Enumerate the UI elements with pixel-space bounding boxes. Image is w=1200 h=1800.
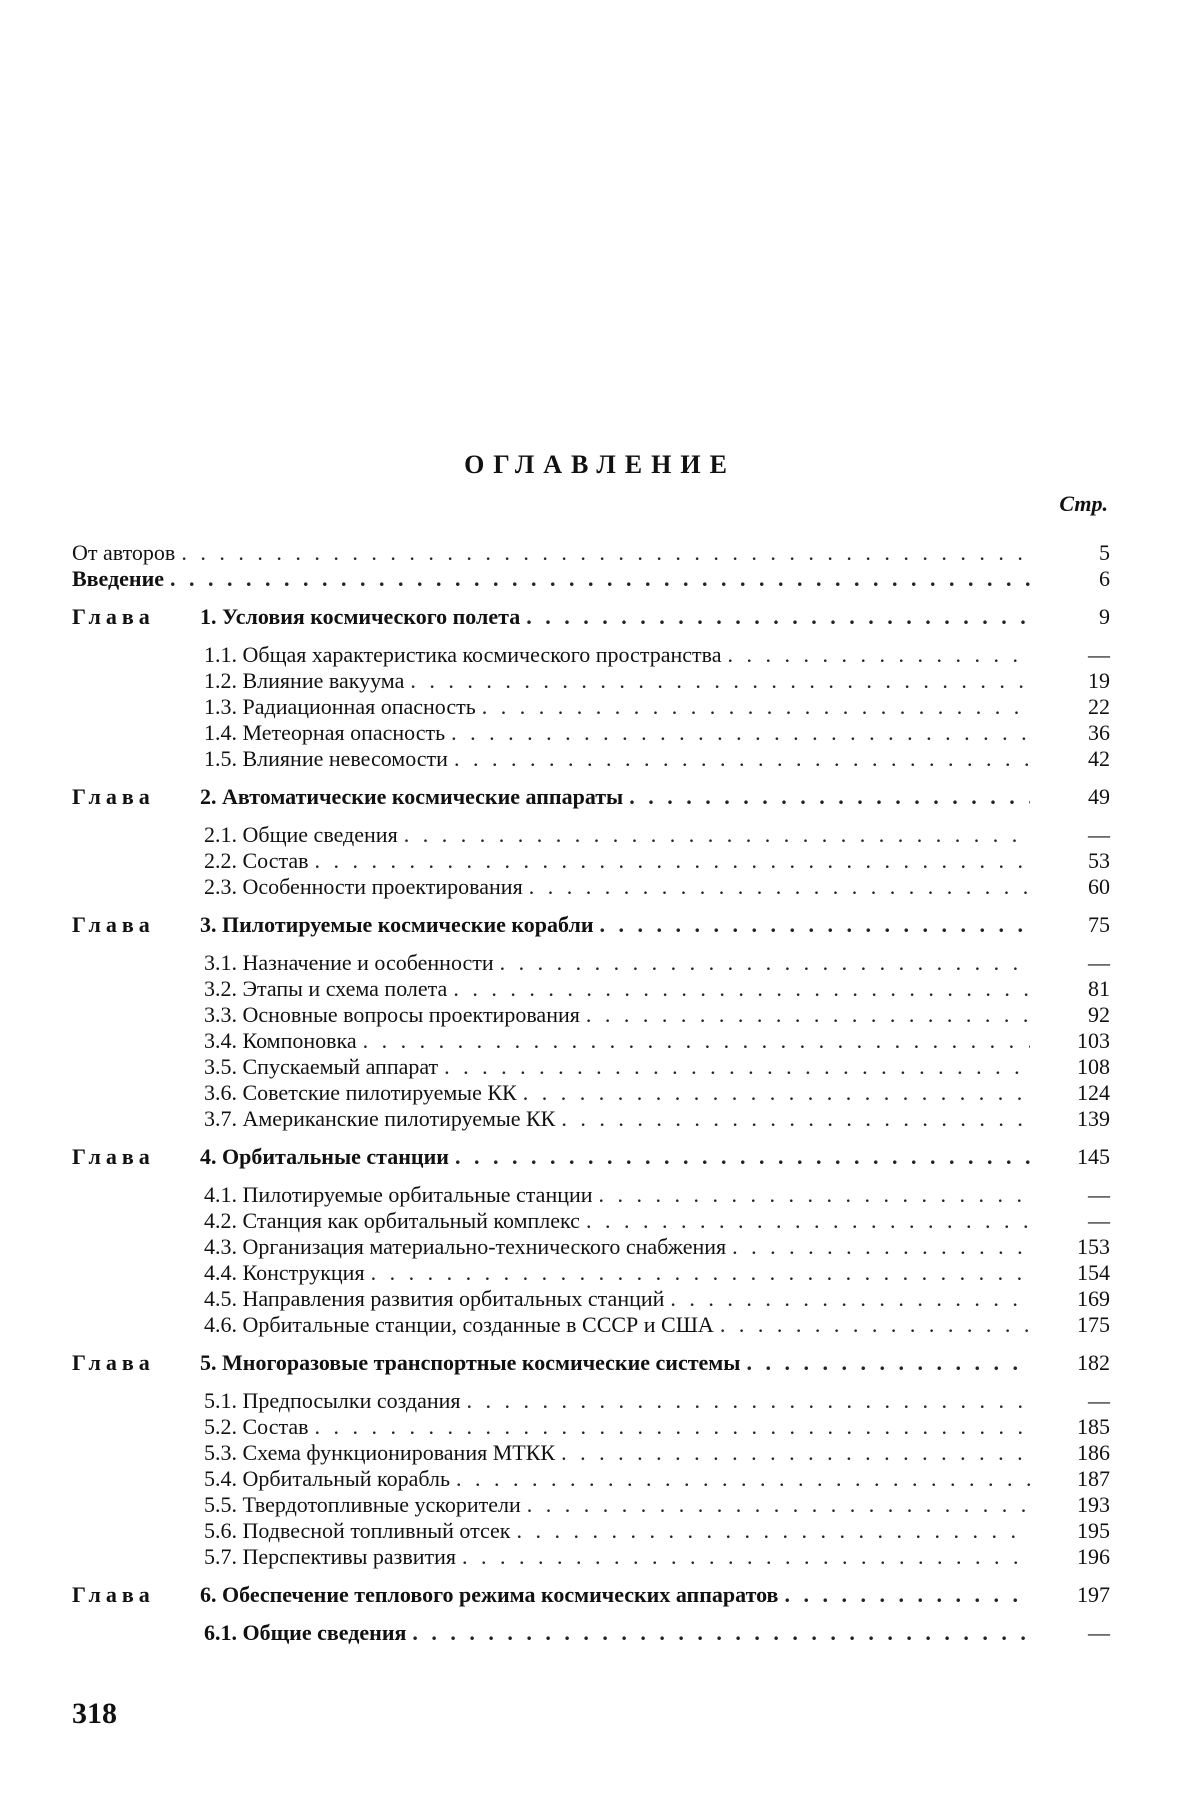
chapter-prefix: Глава bbox=[72, 784, 155, 809]
entry-page-number: — bbox=[1088, 822, 1110, 847]
dot-leader bbox=[784, 1582, 1030, 1608]
entry-title: 2.1. Общие сведения bbox=[204, 822, 398, 847]
dot-leader bbox=[561, 1440, 1030, 1466]
dot-leader bbox=[181, 540, 1030, 566]
entry-page-number: 185 bbox=[1077, 1414, 1110, 1439]
entry-page-number: — bbox=[1088, 950, 1110, 975]
entry-text bbox=[204, 1544, 1030, 1570]
dot-leader bbox=[462, 1544, 1030, 1570]
dot-leader bbox=[315, 848, 1030, 874]
entry-page-number: 19 bbox=[1088, 668, 1110, 693]
entry-title: 4.3. Организация материально-технического снабжения bbox=[204, 1234, 727, 1259]
dot-leader bbox=[529, 874, 1030, 900]
dot-leader bbox=[586, 1208, 1030, 1234]
entry-page-number: 9 bbox=[1099, 604, 1110, 629]
entry-page-number: 124 bbox=[1077, 1080, 1110, 1105]
dot-leader bbox=[371, 1260, 1030, 1286]
toc-section-entry[interactable] bbox=[72, 1312, 1110, 1338]
entry-page-number: 49 bbox=[1088, 784, 1110, 809]
dot-leader bbox=[561, 1106, 1030, 1132]
chapter-prefix: Глава bbox=[72, 1350, 155, 1375]
entry-title: 5.6. Подвесной топливный отсек bbox=[204, 1518, 511, 1543]
entry-text bbox=[204, 1388, 1030, 1414]
toc-section-entry[interactable] bbox=[72, 668, 1110, 694]
entry-title: 3.4. Компоновка bbox=[204, 1028, 357, 1053]
toc-section-entry[interactable] bbox=[72, 1234, 1110, 1260]
entry-text bbox=[204, 1028, 1030, 1054]
dot-leader bbox=[444, 1054, 1030, 1080]
entry-text bbox=[204, 642, 1030, 668]
toc-section-entry[interactable] bbox=[72, 1208, 1110, 1234]
entry-title: Введение bbox=[72, 566, 165, 591]
entry-text bbox=[204, 1260, 1030, 1286]
dot-leader bbox=[451, 720, 1030, 746]
entry-page-number: 92 bbox=[1088, 1002, 1110, 1027]
toc-section-entry[interactable] bbox=[72, 1620, 1110, 1646]
entry-title: 2. Автоматические космические аппараты bbox=[200, 784, 624, 809]
entry-page-number: 139 bbox=[1077, 1106, 1110, 1131]
entry-title: 5.4. Орбитальный корабль bbox=[204, 1466, 451, 1491]
entry-text bbox=[204, 1466, 1030, 1492]
dot-leader bbox=[527, 1492, 1030, 1518]
toc-chapter-entry[interactable] bbox=[72, 1582, 1110, 1608]
toc-section-entry[interactable] bbox=[72, 1492, 1110, 1518]
entry-page-number: 153 bbox=[1077, 1234, 1110, 1259]
entry-text bbox=[204, 1002, 1030, 1028]
dot-leader bbox=[523, 1080, 1030, 1106]
entry-text bbox=[204, 950, 1030, 976]
entry-text bbox=[204, 822, 1030, 848]
toc-section-entry[interactable] bbox=[72, 950, 1110, 976]
entry-page-number: — bbox=[1088, 642, 1110, 667]
dot-leader bbox=[629, 784, 1030, 810]
toc-front-entry[interactable] bbox=[72, 566, 1110, 592]
entry-text bbox=[200, 912, 1030, 938]
entry-page-number: — bbox=[1088, 1182, 1110, 1207]
entry-title: От авторов bbox=[72, 540, 176, 565]
entry-page-number: 81 bbox=[1088, 976, 1110, 1001]
entry-title: 4.4. Конструкция bbox=[204, 1260, 365, 1285]
entry-page-number: 154 bbox=[1077, 1260, 1110, 1285]
entry-page-number: 53 bbox=[1088, 848, 1110, 873]
entry-text bbox=[204, 1054, 1030, 1080]
dot-leader bbox=[170, 566, 1030, 592]
toc-chapter-entry[interactable] bbox=[72, 604, 1110, 630]
entry-text bbox=[204, 1518, 1030, 1544]
entry-page-number: 60 bbox=[1088, 874, 1110, 899]
entry-title: 4.5. Направления развития орбитальных станций bbox=[204, 1286, 665, 1311]
entry-text bbox=[204, 720, 1030, 746]
entry-text bbox=[204, 1440, 1030, 1466]
dot-leader bbox=[454, 746, 1030, 772]
entry-page-number: 175 bbox=[1077, 1312, 1110, 1337]
entry-title: 5. Многоразовые транспортные космические системы bbox=[200, 1350, 741, 1375]
entry-title: 4. Орбитальные станции bbox=[200, 1144, 449, 1169]
dot-leader bbox=[720, 1312, 1030, 1338]
toc-section-entry[interactable] bbox=[72, 1518, 1110, 1544]
toc-chapter-entry[interactable] bbox=[72, 1350, 1110, 1376]
entry-text bbox=[204, 1208, 1030, 1234]
page-title: ОГЛАВЛЕНИЕ bbox=[464, 450, 736, 479]
toc-section-entry[interactable] bbox=[72, 1414, 1110, 1440]
toc-section-entry[interactable] bbox=[72, 848, 1110, 874]
entry-page-number: 145 bbox=[1077, 1144, 1110, 1169]
table-of-contents bbox=[72, 540, 1110, 1646]
dot-leader bbox=[746, 1350, 1030, 1376]
entry-title: 5.1. Предпосылки создания bbox=[204, 1388, 461, 1413]
entry-page-number: 187 bbox=[1077, 1466, 1110, 1491]
entry-page-number: 5 bbox=[1099, 540, 1110, 565]
entry-text bbox=[204, 746, 1030, 772]
entry-page-number: 22 bbox=[1088, 694, 1110, 719]
dot-leader bbox=[670, 1286, 1030, 1312]
entry-title: 1.1. Общая характеристика космического пространства bbox=[204, 642, 722, 667]
dot-leader bbox=[412, 1620, 1030, 1646]
entry-title: 4.6. Орбитальные станции, созданные в СССР и США bbox=[204, 1312, 714, 1337]
toc-chapter-entry[interactable] bbox=[72, 1144, 1110, 1170]
toc-section-entry[interactable] bbox=[72, 1440, 1110, 1466]
toc-section-entry[interactable] bbox=[72, 1388, 1110, 1414]
dot-leader bbox=[727, 642, 1030, 668]
entry-page-number: 195 bbox=[1077, 1518, 1110, 1543]
entry-title: 3.7. Американские пилотируемые КК bbox=[204, 1106, 556, 1131]
entry-text bbox=[204, 1286, 1030, 1312]
chapter-prefix: Глава bbox=[72, 1144, 155, 1169]
toc-chapter-entry[interactable] bbox=[72, 912, 1110, 938]
dot-leader bbox=[600, 912, 1030, 938]
dot-leader bbox=[455, 1144, 1030, 1170]
entry-title: 1.3. Радиационная опасность bbox=[204, 694, 476, 719]
entry-text bbox=[72, 540, 1030, 566]
entry-title: 3.3. Основные вопросы проектирования bbox=[204, 1002, 580, 1027]
entry-title: 3.1. Назначение и особенности bbox=[204, 950, 494, 975]
dot-leader bbox=[586, 1002, 1030, 1028]
toc-section-entry[interactable] bbox=[72, 822, 1110, 848]
toc-front-entry[interactable] bbox=[72, 540, 1110, 566]
entry-title: 5.3. Схема функционирования МТКК bbox=[204, 1440, 556, 1465]
entry-page-number: — bbox=[1088, 1208, 1110, 1233]
entry-text bbox=[200, 1144, 1030, 1170]
entry-title: 1. Условия космического полета bbox=[200, 604, 521, 629]
dot-leader bbox=[500, 950, 1030, 976]
entry-title: 5.7. Перспективы развития bbox=[204, 1544, 457, 1569]
entry-text bbox=[204, 874, 1030, 900]
dot-leader bbox=[410, 668, 1030, 694]
entry-title: 2.3. Особенности проектирования bbox=[204, 874, 523, 899]
toc-section-entry[interactable] bbox=[72, 1028, 1110, 1054]
dot-leader bbox=[482, 694, 1030, 720]
entry-text bbox=[204, 976, 1030, 1002]
entry-text bbox=[200, 784, 1030, 810]
toc-section-entry[interactable] bbox=[72, 746, 1110, 772]
toc-section-entry[interactable] bbox=[72, 1466, 1110, 1492]
entry-page-number: 75 bbox=[1088, 912, 1110, 937]
entry-title: 3.5. Спускаемый аппарат bbox=[204, 1054, 439, 1079]
dot-leader bbox=[467, 1388, 1030, 1414]
entry-page-number: 182 bbox=[1077, 1350, 1110, 1375]
entry-title: 5.5. Твердотопливные ускорители bbox=[204, 1492, 521, 1517]
dot-leader bbox=[363, 1028, 1030, 1054]
toc-section-entry[interactable] bbox=[72, 1182, 1110, 1208]
toc-section-entry[interactable] bbox=[72, 1080, 1110, 1106]
dot-leader bbox=[404, 822, 1030, 848]
toc-section-entry[interactable] bbox=[72, 642, 1110, 668]
toc-section-entry[interactable] bbox=[72, 976, 1110, 1002]
entry-text bbox=[200, 604, 1030, 630]
entry-title: 1.4. Метеорная опасность bbox=[204, 720, 446, 745]
chapter-prefix: Глава bbox=[72, 912, 155, 937]
entry-text bbox=[204, 1620, 1030, 1646]
entry-page-number: 108 bbox=[1077, 1054, 1110, 1079]
entry-page-number: 6 bbox=[1099, 566, 1110, 591]
entry-text bbox=[204, 1234, 1030, 1260]
entry-text bbox=[204, 1182, 1030, 1208]
entry-text bbox=[204, 1080, 1030, 1106]
toc-section-entry[interactable] bbox=[72, 1286, 1110, 1312]
entry-page-number: 103 bbox=[1077, 1028, 1110, 1053]
page-number: 318 bbox=[72, 1697, 117, 1730]
entry-text bbox=[204, 848, 1030, 874]
entry-text bbox=[204, 1414, 1030, 1440]
dot-leader bbox=[516, 1518, 1030, 1544]
entry-page-number: 196 bbox=[1077, 1544, 1110, 1569]
dot-leader bbox=[599, 1182, 1030, 1208]
entry-page-number: 197 bbox=[1077, 1582, 1110, 1607]
entry-text bbox=[204, 668, 1030, 694]
entry-title: 4.2. Станция как орбитальный комплекс bbox=[204, 1208, 580, 1233]
entry-title: 6.1. Общие сведения bbox=[204, 1620, 407, 1645]
toc-section-entry[interactable] bbox=[72, 1260, 1110, 1286]
entry-text bbox=[72, 566, 1030, 592]
toc-section-entry[interactable] bbox=[72, 874, 1110, 900]
dot-leader bbox=[456, 1466, 1030, 1492]
toc-section-entry[interactable] bbox=[72, 1002, 1110, 1028]
chapter-prefix: Глава bbox=[72, 604, 155, 629]
entry-text bbox=[204, 1106, 1030, 1132]
entry-title: 1.2. Влияние вакуума bbox=[204, 668, 405, 693]
entry-title: 6. Обеспечение теплового режима космических аппаратов bbox=[200, 1582, 779, 1607]
page-column-label: Стр. bbox=[1059, 491, 1108, 516]
entry-title: 1.5. Влияние невесомости bbox=[204, 746, 448, 771]
entry-page-number: 186 bbox=[1077, 1440, 1110, 1465]
entry-page-number: 42 bbox=[1088, 746, 1110, 771]
entry-page-number: — bbox=[1088, 1388, 1110, 1413]
entry-title: 2.2. Состав bbox=[204, 848, 309, 873]
dot-leader bbox=[526, 604, 1030, 630]
toc-section-entry[interactable] bbox=[72, 1106, 1110, 1132]
entry-text bbox=[204, 1312, 1030, 1338]
toc-section-entry[interactable] bbox=[72, 1544, 1110, 1570]
entry-title: 4.1. Пилотируемые орбитальные станции bbox=[204, 1182, 593, 1207]
entry-page-number: 193 bbox=[1077, 1492, 1110, 1517]
entry-text bbox=[200, 1350, 1030, 1376]
toc-section-entry[interactable] bbox=[72, 720, 1110, 746]
chapter-prefix: Глава bbox=[72, 1582, 155, 1607]
entry-page-number: 169 bbox=[1077, 1286, 1110, 1311]
entry-text bbox=[200, 1582, 1030, 1608]
toc-section-entry[interactable] bbox=[72, 694, 1110, 720]
entry-page-number: — bbox=[1088, 1620, 1110, 1645]
toc-section-entry[interactable] bbox=[72, 1054, 1110, 1080]
dot-leader bbox=[453, 976, 1030, 1002]
entry-title: 3. Пилотируемые космические корабли bbox=[200, 912, 594, 937]
dot-leader bbox=[315, 1414, 1030, 1440]
entry-title: 3.6. Советские пилотируемые КК bbox=[204, 1080, 517, 1105]
entry-text bbox=[204, 694, 1030, 720]
dot-leader bbox=[732, 1234, 1030, 1260]
entry-text bbox=[204, 1492, 1030, 1518]
entry-title: 5.2. Состав bbox=[204, 1414, 309, 1439]
toc-chapter-entry[interactable] bbox=[72, 784, 1110, 810]
entry-title: 3.2. Этапы и схема полета bbox=[204, 976, 448, 1001]
entry-page-number: 36 bbox=[1088, 720, 1110, 745]
